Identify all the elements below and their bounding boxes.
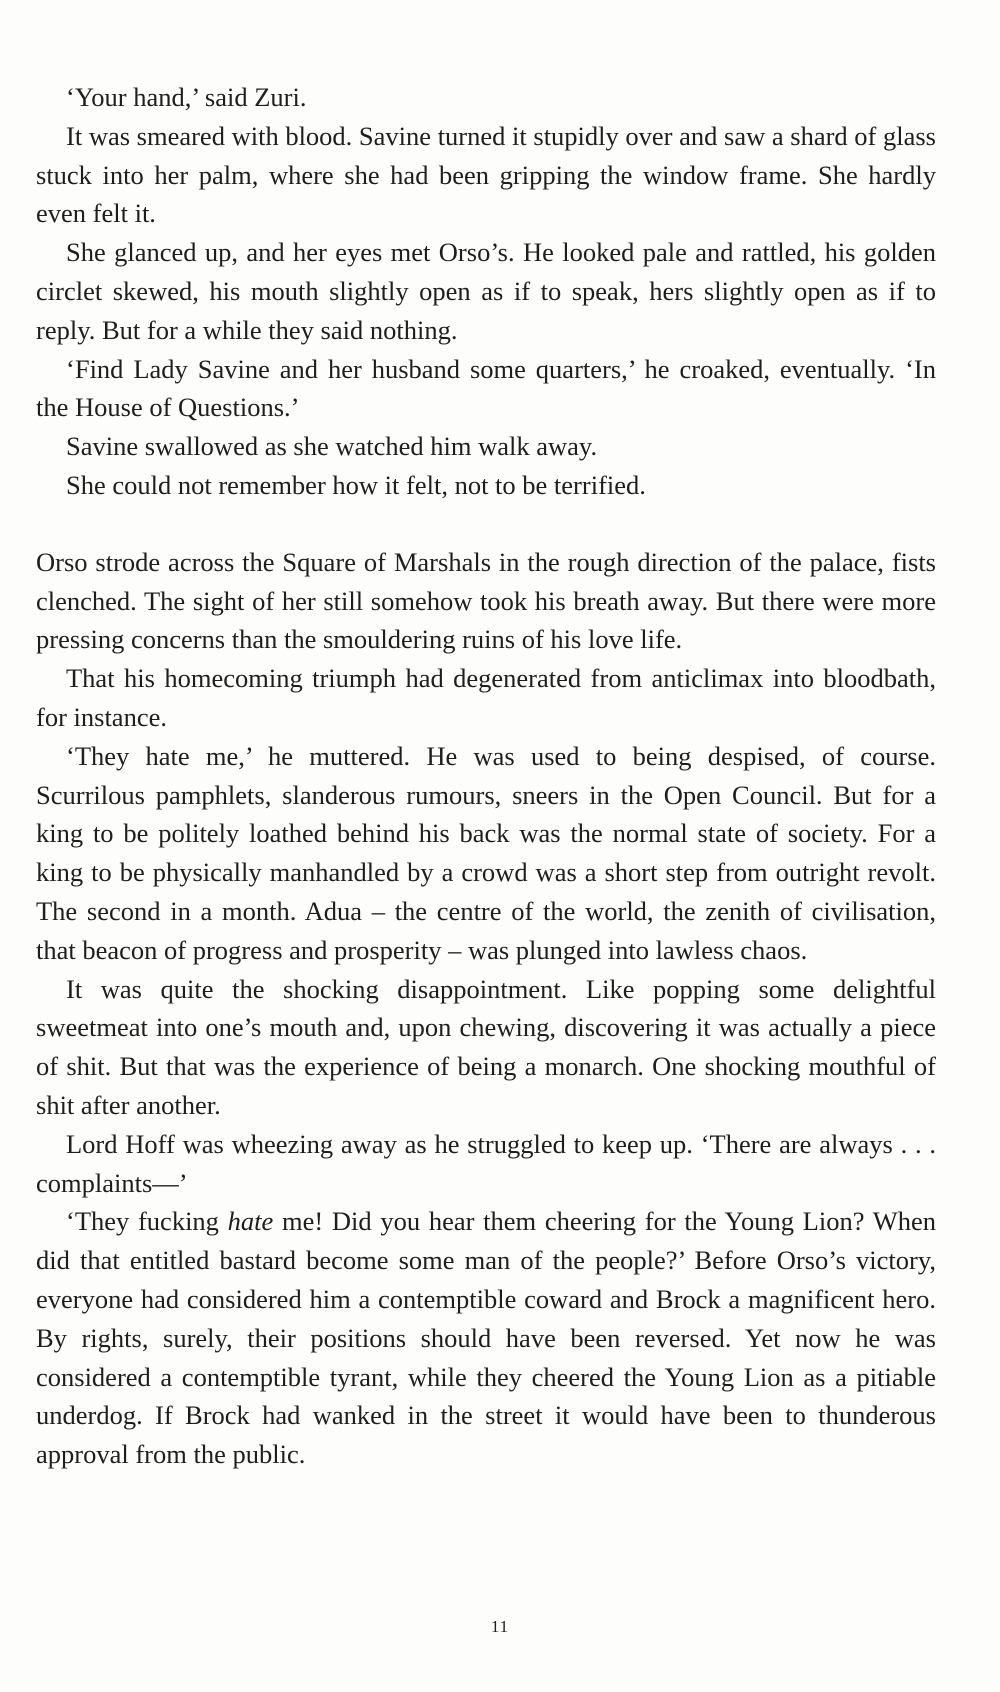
paragraph: It was quite the shocking disappointment. Like popping some delightful sweetmeat into one’s mouth and, upon chewing, discovering it was actually a piece of shit. But that was the experience of being a monarch. One shocking mouthful of shit after another. [36, 973, 936, 1120]
paragraph [36, 1202, 936, 1474]
paragraph: ‘Find Lady Savine and her husband some quarters,’ he croaked, eventually. ‘In the House of Questions.’ [36, 353, 936, 423]
paragraph: Savine swallowed as she watched him walk away. [66, 431, 598, 462]
emphasis: hate [227, 1206, 274, 1237]
text-run: ‘They fucking [66, 1206, 228, 1237]
paragraph: She could not remember how it felt, not to be terrified. [66, 469, 646, 500]
section-opening-paragraph: Orso strode across the Square of Marshals in the rough direction of the palace, fists clenched. The sight of her still somehow took his breath away. But there were more pressing concerns than the smouldering ruins of his love life. [36, 546, 936, 655]
page-number: 11 [490, 1617, 510, 1636]
paragraph: ‘They hate me,’ he muttered. He was used to being despised, of course. Scurrilous pamphlets, slanderous rumours, sneers in the Open Council. But for a king to be politely loathed behind his back was the normal state of society. For a king to be physically manhandled by a crowd was a short step from outright revolt. The second in a month. Adua – the centre of the world, the zenith of civilisation, that beacon of progress and prosperity – was plunged into lawless chaos. [36, 740, 936, 965]
section-break [36, 505, 936, 543]
paragraph: That his homecoming triumph had degenerated from anticlimax into bloodbath, for instance. [36, 663, 936, 732]
text-run: me! Did you hear them cheering for the Young Lion? When did that entitled bastard become some man of the people?’ Before Orso’s victory, everyone had considered him a contemptible coward and Brock a magnificent hero. By rights, surely, their positions should have been reversed. Yet now he was considered a contemptible tyrant, while they cheered the Young Lion as a pitiable underdog. If Brock had wanked in the street it would have been to thunderous approval from the public. [36, 1206, 936, 1470]
paragraph: It was smeared with blood. Savine turned it stupidly over and saw a shard of glass stuck into her palm, where she had been gripping the window frame. She hardly even felt it. [36, 120, 936, 229]
paragraph: Lord Hoff was wheezing away as he struggled to keep up. ‘There are always . . . complaints—’ [36, 1128, 936, 1198]
paragraph: She glanced up, and her eyes met Orso’s. He looked pale and rattled, his golden circlet skewed, his mouth slightly open as if to speak, hers slightly open as if to reply. But for a while they said nothing. [36, 237, 936, 345]
body-text [36, 78, 936, 1474]
paragraph: ‘Your hand,’ said Zuri. [66, 82, 307, 112]
